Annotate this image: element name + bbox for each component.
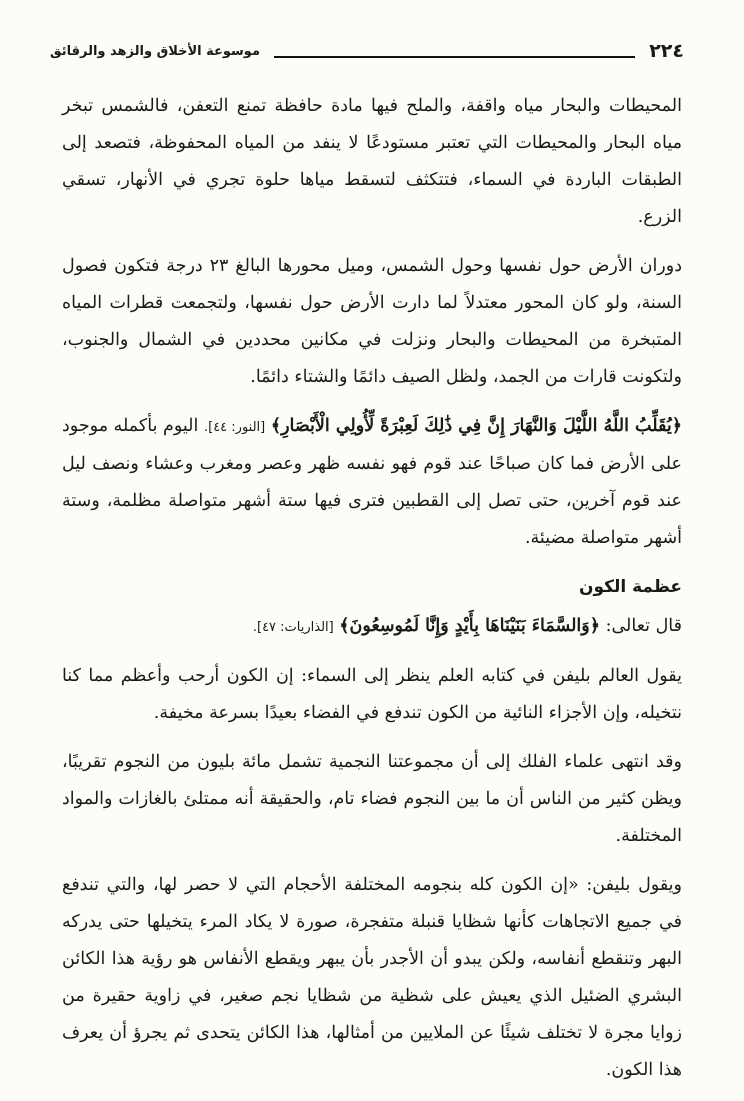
paragraph-bliven-quote: ويقول بليفن: «إن الكون كله بنجومه المختلفة الأحجام التي لا حصر لها، والتي تندفع في جميع الاتجاهات كأنها شظايا قنبلة متفجرة، صورة لا يكاد المرء يتخيلها حتى يدركه البهر وتنقطع أنفاسه، ولكن يبدو أن الأجدر بأن يبهر ويقطع الأنفاس هو رؤية هذا الكائن البشري الضئيل الذي يعيش على شظية من شظايا نجم صغير، في زاوية حقيرة من زوايا مجرة لا تختلف شيئًا عن الملايين من أمثالها، هذا الكائن يتحدى ثم يجرؤ أن يعرف هذا الكون. [62, 875, 682, 1080]
paragraph-astronomers: وقد انتهى علماء الفلك إلى أن مجموعتنا النجمية تشمل مائة بليون من النجوم تقريبًا، ويظن كثير من الناس أن ما بين النجوم فضاء تام، والحقيقة أنه ممتلئ بالغازات والمواد المختلفة. [62, 752, 682, 846]
paragraph-day-night [62, 408, 682, 557]
page-header [50, 38, 684, 64]
page-body [62, 88, 682, 1101]
quran-verse: ﴿يُقَلِّبُ اللَّهُ اللَّيْلَ وَالنَّهَارَ إِنَّ فِي ذَٰلِكَ لَعِبْرَةً لِّأُولِي الْأَبْصَارِ﴾ [270, 416, 682, 436]
paragraph-text: اليوم بأكمله موجود على الأرض فما كان صباحًا عند قوم فهو نفسه ظهر وعصر ومغرب وعشاء ونصف ليل عند قوم آخرين، حتى تصل إلى القطبين فترى فيها ستة أشهر متواصلة مظلمة، وستة أشهر متواصلة مضيئة. [62, 416, 682, 548]
header-rule [274, 56, 635, 58]
verse-intro: قال تعالى: [605, 616, 682, 636]
verse-reference: [الذاريات: ٤٧]. [252, 620, 334, 635]
section-heading: عظمة الكون [578, 577, 682, 597]
paragraph-oceans: المحيطات والبحار مياه واقفة، والملح فيها مادة حافظة تمنع التعفن، فالشمس تبخر مياه البحار والمحيطات التي تعتبر مستودعًا لا ينفد من المياه المحفوظة، فتصعد إلى الطبقات الباردة في السماء، فتتكثف لتسقط مياها حلوة تجري في الأنهار، تسقي الزرع. [62, 96, 682, 227]
verse-reference: [النور: ٤٤]. [203, 420, 266, 435]
paragraph-verse-heaven [62, 608, 682, 646]
paragraph-earth-rotation: دوران الأرض حول نفسها وحول الشمس، وميل محورها البالغ ٢٣ درجة فتكون فصول السنة، ولو كان المحور معتدلاً لما دارت الأرض حول نفسها، ولتجمعت قطرات المياه المتبخرة من المحيطات والبحار ونزلت في مكانين محددين في الشمال والجنوب، ولتكونت قارات من الجمد، ولظل الصيف دائمًا والشتاء دائمًا. [62, 256, 682, 387]
running-title: موسوعة الأخلاق والزهد والرقائق [50, 43, 260, 59]
page-number: ٢٢٤ [649, 40, 684, 62]
quran-verse: ﴿وَالسَّمَاءَ بَنَيْنَاهَا بِأَيْدٍ وَإِنَّا لَمُوسِعُونَ﴾ [339, 616, 600, 636]
paragraph-bliven-1: يقول العالم بليفن في كتابه العلم ينظر إلى السماء: إن الكون أرحب وأعظم مما كنا نتخيله، وإن الأجزاء النائية من الكون تندفع في الفضاء بعيدًا بسرعة مخيفة. [62, 666, 682, 723]
